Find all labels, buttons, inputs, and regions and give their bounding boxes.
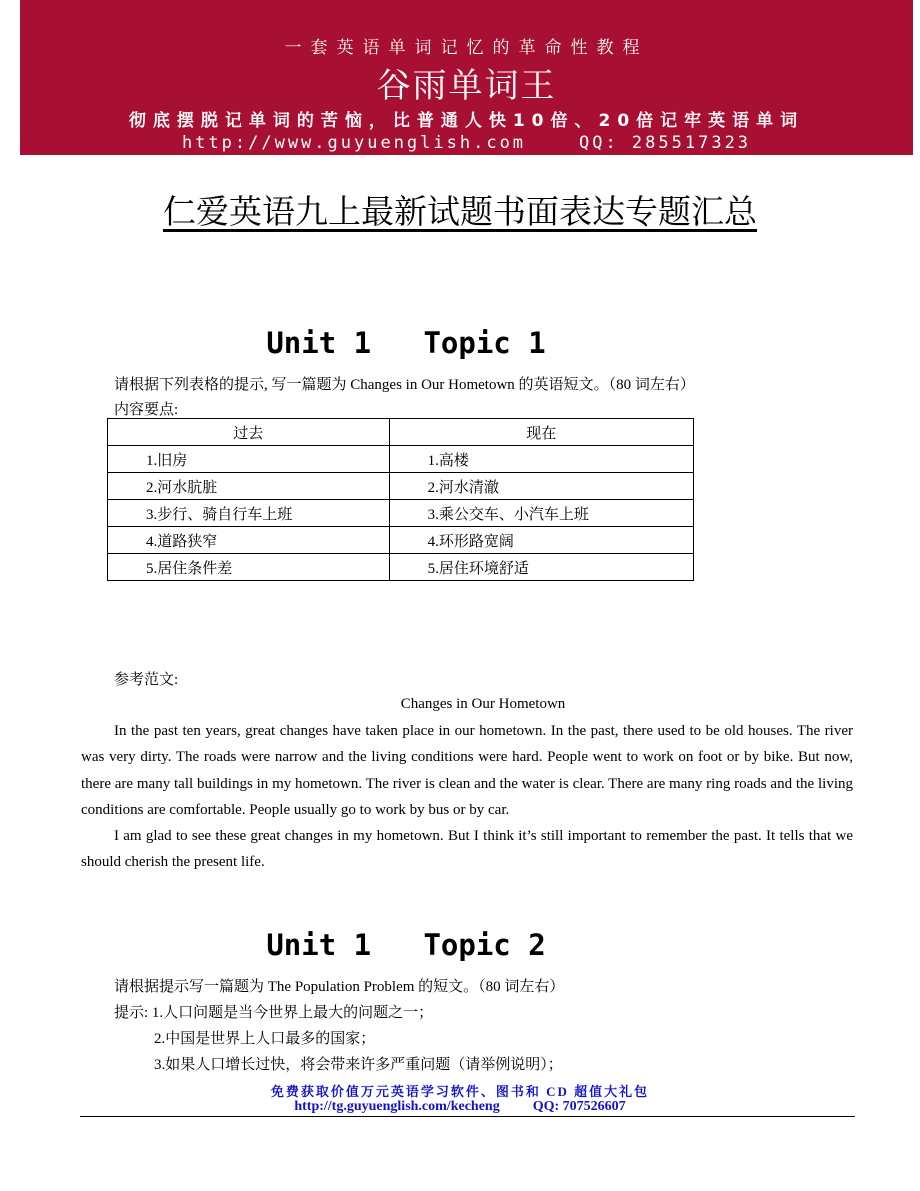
banner-contact[interactable]: http://www.guyuenglish.com QQ: 285517323 bbox=[181, 133, 752, 153]
table-row bbox=[108, 473, 694, 500]
table-row bbox=[108, 527, 694, 554]
banner-slogan: 彻底摆脱记单词的苦恼，比普通人快10倍、20倍记牢英语单词 bbox=[128, 111, 805, 131]
header-banner bbox=[20, 0, 913, 155]
banner-tagline: 一套英语单词记忆的革命性教程 bbox=[284, 38, 649, 58]
section-heading: Unit 1 Topic 2 bbox=[266, 928, 546, 962]
sample-label: 参考范文: bbox=[114, 672, 179, 688]
essay-paragraph: In the past ten years, great changes have taken place in our hometown. In the past, there used to be old houses. The river was very dirty. The roads were narrow and the living conditions were hard. People went to work on foot or by bike. But now, there are many tall buildings in my hometown. The river is clean and the water is clear. There are many ring roads and the living conditions are comfortable. People usually go to work by bus or by car. bbox=[81, 723, 853, 818]
now-cell: 2.河水清澈 bbox=[389, 473, 693, 500]
past-cell: 3.步行、骑自行车上班 bbox=[108, 500, 390, 527]
now-cell: 4.环形路宽阔 bbox=[389, 527, 693, 554]
now-cell: 3.乘公交车、小汽车上班 bbox=[389, 500, 693, 527]
column-header-past: 过去 bbox=[108, 419, 390, 446]
table-row bbox=[108, 500, 694, 527]
now-cell: 5.居住环境舒适 bbox=[389, 554, 693, 581]
writing-prompt: 请根据提示写一篇题为 The Population Problem 的短文。（80 词左右） bbox=[114, 979, 565, 995]
table-header-row bbox=[108, 419, 694, 446]
footer-qq: QQ: 707526607 bbox=[532, 1099, 626, 1114]
footer-link[interactable]: http://tg.guyuenglish.com/kecheng bbox=[294, 1099, 500, 1114]
footer-divider bbox=[80, 1116, 855, 1117]
past-cell: 4.道路狭窄 bbox=[108, 527, 390, 554]
banner-brand: 谷雨单词王 bbox=[376, 66, 557, 106]
hint-line: 2.中国是世界上人口最多的国家； bbox=[154, 1031, 376, 1047]
footer-contact bbox=[0, 1099, 920, 1115]
writing-prompt: 请根据下列表格的提示, 写一篇题为 Changes in Our Hometown 的英语短文。（80 词左右） bbox=[114, 377, 695, 393]
points-label: 内容要点: bbox=[114, 402, 179, 418]
essay-paragraph: I am glad to see these great changes in my hometown. But I think it’s still important to remember the past. It tells that we should cherish the present life. bbox=[81, 828, 853, 871]
table-row bbox=[108, 446, 694, 473]
points-table bbox=[107, 418, 694, 581]
section-heading: Unit 1 Topic 1 bbox=[266, 326, 546, 360]
past-cell: 1.旧房 bbox=[108, 446, 390, 473]
table-row bbox=[108, 554, 694, 581]
hint-line: 3.如果人口增长过快，将会带来许多严重问题（请举例说明）； bbox=[154, 1057, 563, 1073]
past-cell: 5.居住条件差 bbox=[108, 554, 390, 581]
column-header-now: 现在 bbox=[389, 419, 693, 446]
essay-title: Changes in Our Hometown bbox=[400, 696, 566, 712]
now-cell: 1.高楼 bbox=[389, 446, 693, 473]
hint-line: 提示: 1.人口问题是当今世界上最大的问题之一； bbox=[114, 1005, 434, 1021]
past-cell: 2.河水肮脏 bbox=[108, 473, 390, 500]
footer-promo: 免费获取价值万元英语学习软件、图书和 CD 超值大礼包 bbox=[270, 1084, 650, 1099]
document-title: 仁爱英语九上最新试题书面表达专题汇总 bbox=[163, 192, 757, 231]
